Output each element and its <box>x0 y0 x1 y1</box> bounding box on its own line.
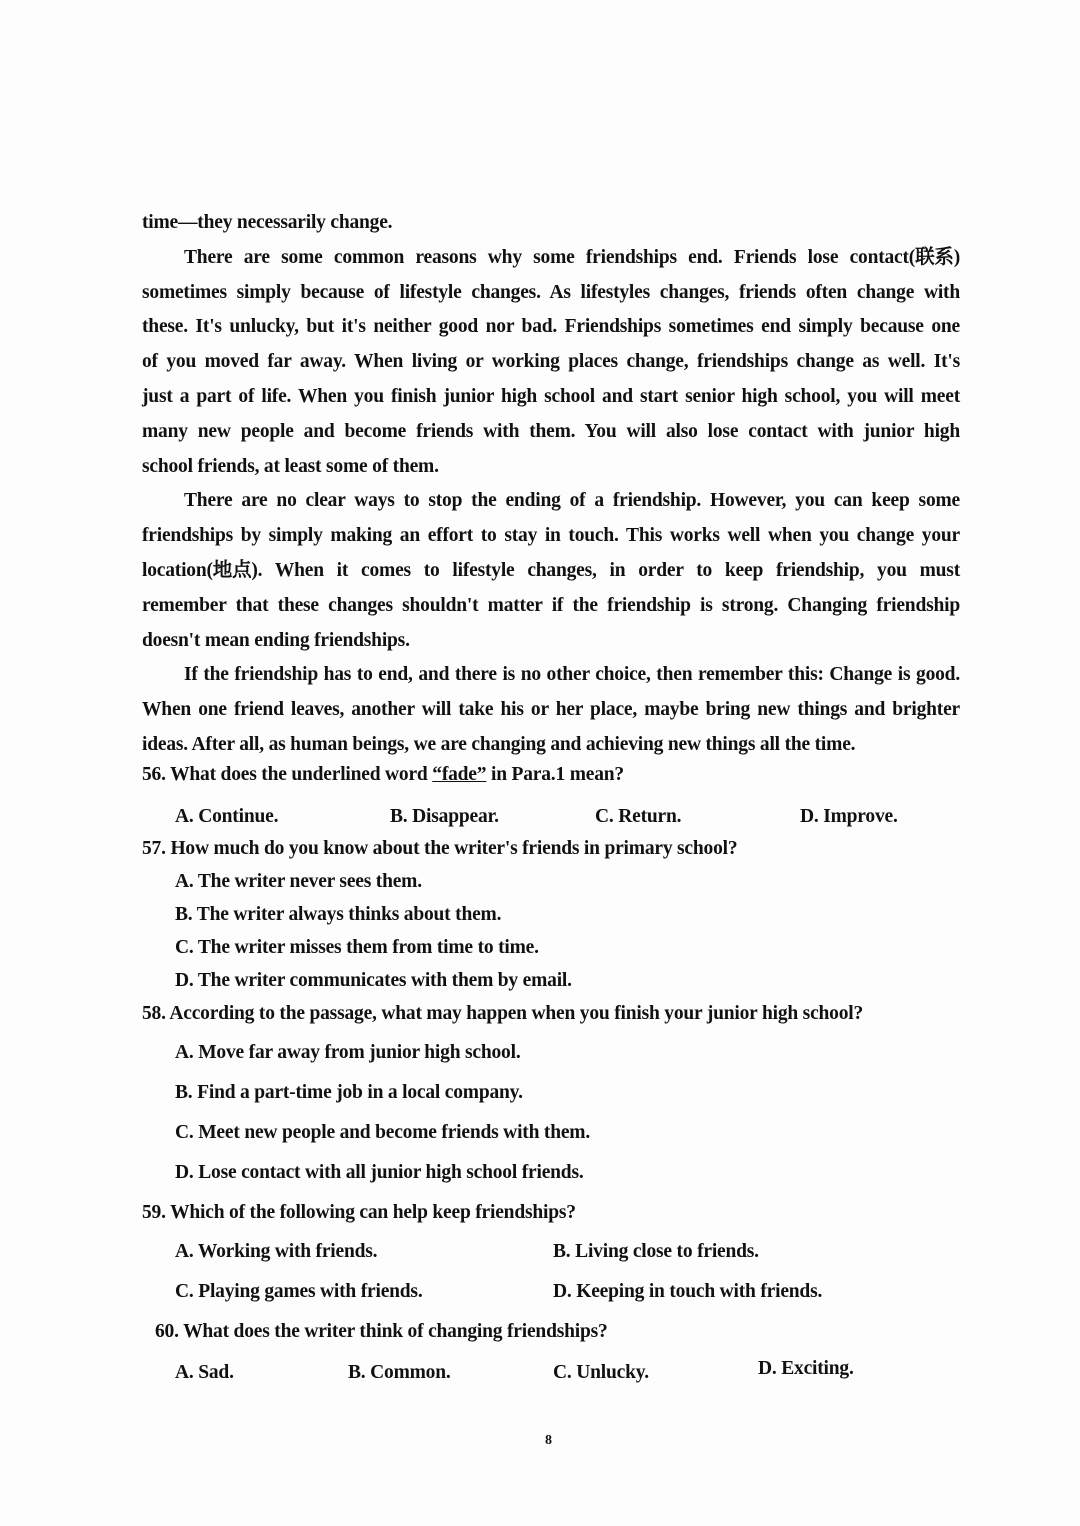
question-58-title: 58. According to the passage, what may happen when you finish your junior high school? <box>142 1003 864 1024</box>
passage-line: friendships by simply making an effort to stay in touch. This works well when you change your <box>142 525 960 547</box>
q56-option-c: C. Return. <box>595 806 682 827</box>
q57-option-c: C. The writer misses them from time to time. <box>175 937 539 958</box>
q60-option-c: C. Unlucky. <box>553 1362 649 1383</box>
passage-line: school friends, at least some of them. <box>142 455 439 477</box>
passage-paragraph-1 <box>142 241 960 485</box>
q56-option-b: B. Disappear. <box>390 806 499 827</box>
q56-option-d: D. Improve. <box>800 806 898 827</box>
passage-line: ideas. After all, as human beings, we are changing and achieving new things all the time. <box>142 733 856 755</box>
q60-option-b: B. Common. <box>348 1362 451 1383</box>
passage-line: remember that these changes shouldn't matter if the friendship is strong. Changing friendship <box>142 594 960 616</box>
passage-line: location(地点). When it comes to lifestyle changes, in order to keep friendship, you must <box>142 559 960 581</box>
passage-line: There are no clear ways to stop the ending of a friendship. However, you can keep some <box>184 490 960 512</box>
passage-line: doesn't mean ending friendships. <box>142 629 410 651</box>
q59-option-c: C. Playing games with friends. <box>175 1281 423 1302</box>
question-text: in Para.1 mean? <box>486 764 624 785</box>
passage-line: If the friendship has to end, and there is no other choice, then remember this: Change is good. <box>184 664 960 686</box>
page-number: 8 <box>545 1433 552 1448</box>
passage-paragraph-0 <box>142 206 960 241</box>
passage-paragraph-3 <box>142 658 960 762</box>
passage-line: of you moved far away. When living or working places change, friendships change as well. It's <box>142 351 960 373</box>
q57-option-a: A. The writer never sees them. <box>175 871 422 892</box>
passage-line: When one friend leaves, another will take his or her place, maybe bring new things and brighter <box>142 699 960 721</box>
passage-line: There are some common reasons why some friendships end. Friends lose contact(联系) <box>184 246 960 268</box>
passage-line: these. It's unlucky, but it's neither good nor bad. Friendships sometimes end simply because one <box>142 316 960 338</box>
reading-passage <box>142 206 960 763</box>
q59-option-d: D. Keeping in touch with friends. <box>553 1281 823 1302</box>
passage-line: just a part of life. When you finish junior high school and start senior high school, you will meet <box>142 385 960 407</box>
q58-option-c: C. Meet new people and become friends with them. <box>175 1122 591 1143</box>
question-57-title: 57. How much do you know about the writer's friends in primary school? <box>142 838 738 859</box>
q58-option-b: B. Find a part-time job in a local company. <box>175 1082 523 1103</box>
question-56-title <box>142 764 624 786</box>
passage-line: sometimes simply because of lifestyle changes. As lifestyles changes, friends often change with <box>142 281 960 303</box>
passage-line: many new people and become friends with them. You will also lose contact with junior high <box>142 420 960 442</box>
question-60-title: 60. What does the writer think of changing friendships? <box>155 1321 608 1342</box>
q58-option-d: D. Lose contact with all junior high school friends. <box>175 1162 584 1183</box>
passage-line: time—they necessarily change. <box>142 212 393 233</box>
question-59-title: 59. Which of the following can help keep friendships? <box>142 1202 576 1223</box>
q59-option-b: B. Living close to friends. <box>553 1241 759 1262</box>
q60-option-a: A. Sad. <box>175 1362 234 1383</box>
question-text: 56. What does the underlined word <box>142 764 433 785</box>
q56-option-a: A. Continue. <box>175 806 279 827</box>
underlined-word: “fade” <box>432 764 487 785</box>
q59-option-a: A. Working with friends. <box>175 1241 378 1262</box>
passage-paragraph-2 <box>142 484 960 658</box>
q57-option-d: D. The writer communicates with them by email. <box>175 970 572 991</box>
q58-option-a: A. Move far away from junior high school. <box>175 1042 521 1063</box>
q57-option-b: B. The writer always thinks about them. <box>175 904 502 925</box>
q60-option-d: D. Exciting. <box>758 1358 854 1379</box>
